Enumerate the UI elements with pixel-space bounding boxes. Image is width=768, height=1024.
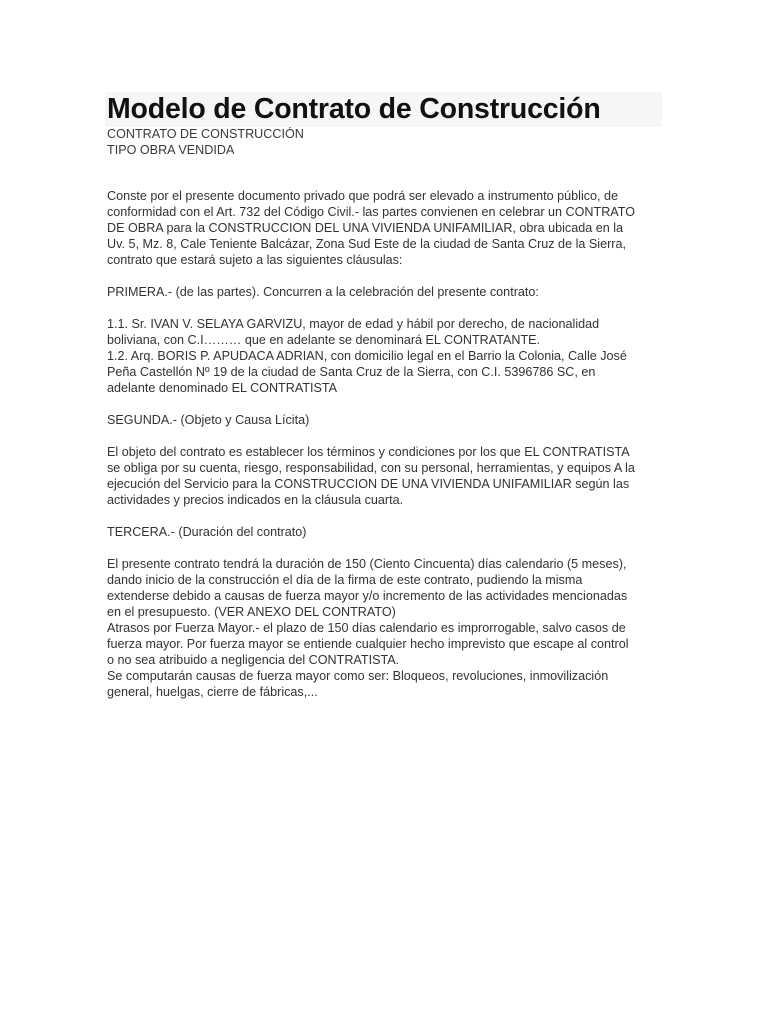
document-title: Modelo de Contrato de Construcción: [107, 93, 601, 125]
clause-heading: SEGUNDA.- (Objeto y Causa Lícita): [107, 413, 310, 427]
paragraph-line: Atrasos por Fuerza Mayor.- el plazo de 150 días calendario es improrrogable, salvo casos de: [107, 621, 626, 635]
paragraph-line: fuerza mayor. Por fuerza mayor se entiende cualquier hecho imprevisto que escape al control: [107, 637, 629, 651]
paragraph-line: El objeto del contrato es establecer los términos y condiciones por los que EL CONTRATISTA: [107, 445, 630, 459]
clause-primera: [107, 284, 667, 396]
paragraph-line: contrato que estará sujeto a las siguientes cláusulas:: [107, 253, 403, 267]
paragraph-line: general, huelgas, cierre de fábricas,...: [107, 685, 318, 699]
paragraph-line: o no sea atribuido a negligencia del CONTRATISTA.: [107, 653, 400, 667]
paragraph-line: DE OBRA para la CONSTRUCCION DEL UNA VIVIENDA UNIFAMILIAR, obra ubicada en la: [107, 221, 624, 235]
clause-heading: TERCERA.- (Duración del contrato): [107, 525, 307, 539]
paragraph-line: boliviana, con C.I……… que en adelante se denominará EL CONTRATANTE.: [107, 333, 541, 347]
document-subtitle: [107, 127, 667, 158]
paragraph-line: en el presupuesto. (VER ANEXO DEL CONTRATO): [107, 605, 396, 619]
paragraph-line: El presente contrato tendrá la duración de 150 (Ciento Cincuenta) días calendario (5 meses),: [107, 557, 627, 571]
paragraph-line: Se computarán causas de fuerza mayor como ser: Bloqueos, revoluciones, inmovilización: [107, 669, 609, 683]
paragraph-line: extenderse debido a causas de fuerza mayor y/o incremento de las actividades mencionadas: [107, 589, 628, 603]
paragraph-line: Uv. 5, Mz. 8, Cale Teniente Balcázar, Zona Sud Este de la ciudad de Santa Cruz de la Sierra,: [107, 237, 626, 251]
paragraph-line: ejecución del Servicio para la CONSTRUCCION DE UNA VIVIENDA UNIFAMILIAR según las: [107, 477, 630, 491]
clause-tercera: [107, 524, 667, 700]
subtitle-line: TIPO OBRA VENDIDA: [107, 142, 235, 157]
paragraph-line: conformidad con el Art. 732 del Código Civil.- las partes convienen en celebrar un CONTRATO: [107, 205, 636, 219]
title-banner: [105, 92, 662, 127]
paragraph-line: 1.2. Arq. BORIS P. APUDACA ADRIAN, con domicilio legal en el Barrio la Colonia, Calle José: [107, 349, 627, 363]
paragraph-line: adelante denominado EL CONTRATISTA: [107, 381, 338, 395]
paragraph-line: Conste por el presente documento privado que podrá ser elevado a instrumento público, de: [107, 189, 619, 203]
paragraph-line: Peña Castellón Nº 19 de la ciudad de Santa Cruz de la Sierra, con C.I. 5396786 SC, en: [107, 365, 596, 379]
paragraph-line: dando inicio de la construcción el día de la firma de este contrato, pudiendo la misma: [107, 573, 583, 587]
intro-paragraph: [107, 188, 667, 268]
paragraph-line: 1.1. Sr. IVAN V. SELAYA GARVIZU, mayor de edad y hábil por derecho, de nacionalidad: [107, 317, 600, 331]
document-page: [107, 92, 667, 700]
clause-heading: PRIMERA.- (de las partes). Concurren a la celebración del presente contrato:: [107, 285, 539, 299]
paragraph-line: se obliga por su cuenta, riesgo, responsabilidad, con su personal, herramientas, y equipos A la: [107, 461, 635, 475]
clause-segunda: [107, 412, 667, 508]
paragraph-line: actividades y precios indicados en la cláusula cuarta.: [107, 493, 404, 507]
subtitle-line: CONTRATO DE CONSTRUCCIÓN: [107, 127, 304, 141]
